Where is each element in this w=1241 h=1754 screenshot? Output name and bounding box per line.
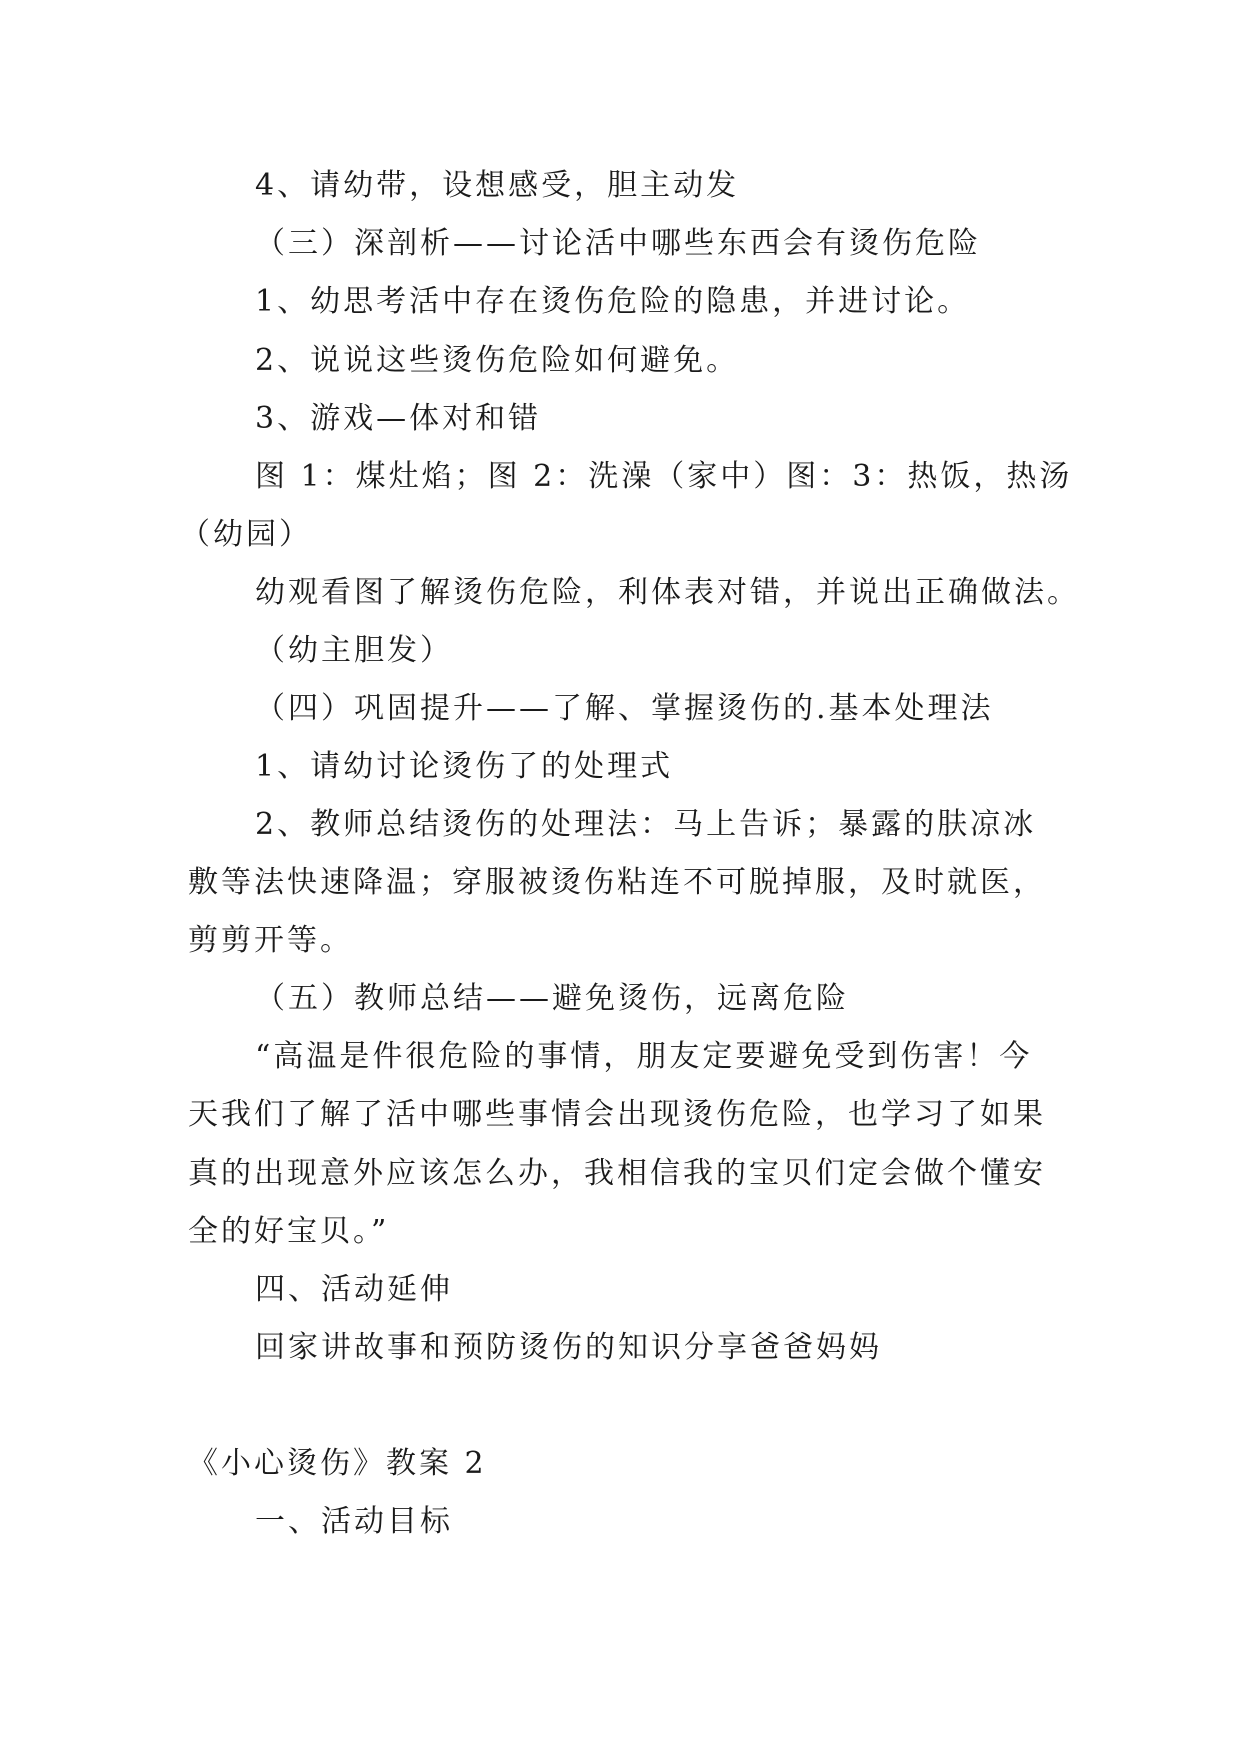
text-line: 真的出现意外应该怎么办，我相信我的宝贝们定会做个懂安 bbox=[188, 1156, 1046, 1191]
text-line: “高温是件很危险的事情，朋友定要避免受到伤害！今 bbox=[255, 1039, 1033, 1074]
text-line: 图 1：煤灶焰；图 2：洗澡（家中）图：3：热饭，热汤 bbox=[255, 459, 1073, 494]
section-heading: （四）巩固提升——了解、掌握烫伤的.基本处理法 bbox=[255, 691, 994, 726]
text-line: 全的好宝贝。” bbox=[188, 1214, 390, 1249]
text-line: 剪剪开等。 bbox=[188, 923, 353, 958]
text-line: 2、说说这些烫伤危险如何避免。 bbox=[255, 343, 740, 378]
section-heading: （三）深剖析——讨论活中哪些东西会有烫伤危险 bbox=[255, 226, 981, 261]
section-heading: 四、活动延伸 bbox=[255, 1272, 453, 1307]
text-line: 4、请幼带，设想感受，胆主动发 bbox=[255, 168, 740, 203]
text-line: 2、教师总结烫伤的处理法：马上告诉；暴露的肤凉冰 bbox=[255, 807, 1037, 842]
document-title: 《小心烫伤》教案 2 bbox=[188, 1446, 487, 1481]
text-line: （幼主胆发） bbox=[255, 633, 453, 668]
text-line: 天我们了解了活中哪些事情会出现烫伤危险，也学习了如果 bbox=[188, 1097, 1046, 1132]
text-line: 回家讲故事和预防烫伤的知识分享爸爸妈妈 bbox=[255, 1330, 882, 1365]
section-heading: 一、活动目标 bbox=[255, 1504, 453, 1539]
text-line: （幼园） bbox=[180, 517, 312, 552]
text-line: 敷等法快速降温；穿服被烫伤粘连不可脱掉服，及时就医， bbox=[188, 865, 1046, 900]
text-line: 幼观看图了解烫伤危险，利体表对错，并说出正确做法。 bbox=[255, 575, 1080, 610]
text-line: 3、游戏—体对和错 bbox=[255, 401, 542, 436]
text-line: 1、请幼讨论烫伤了的处理式 bbox=[255, 749, 674, 784]
text-line: 1、幼思考活中存在烫伤危险的隐患，并进讨论。 bbox=[255, 284, 971, 319]
section-heading: （五）教师总结——避免烫伤，远离危险 bbox=[255, 981, 849, 1016]
